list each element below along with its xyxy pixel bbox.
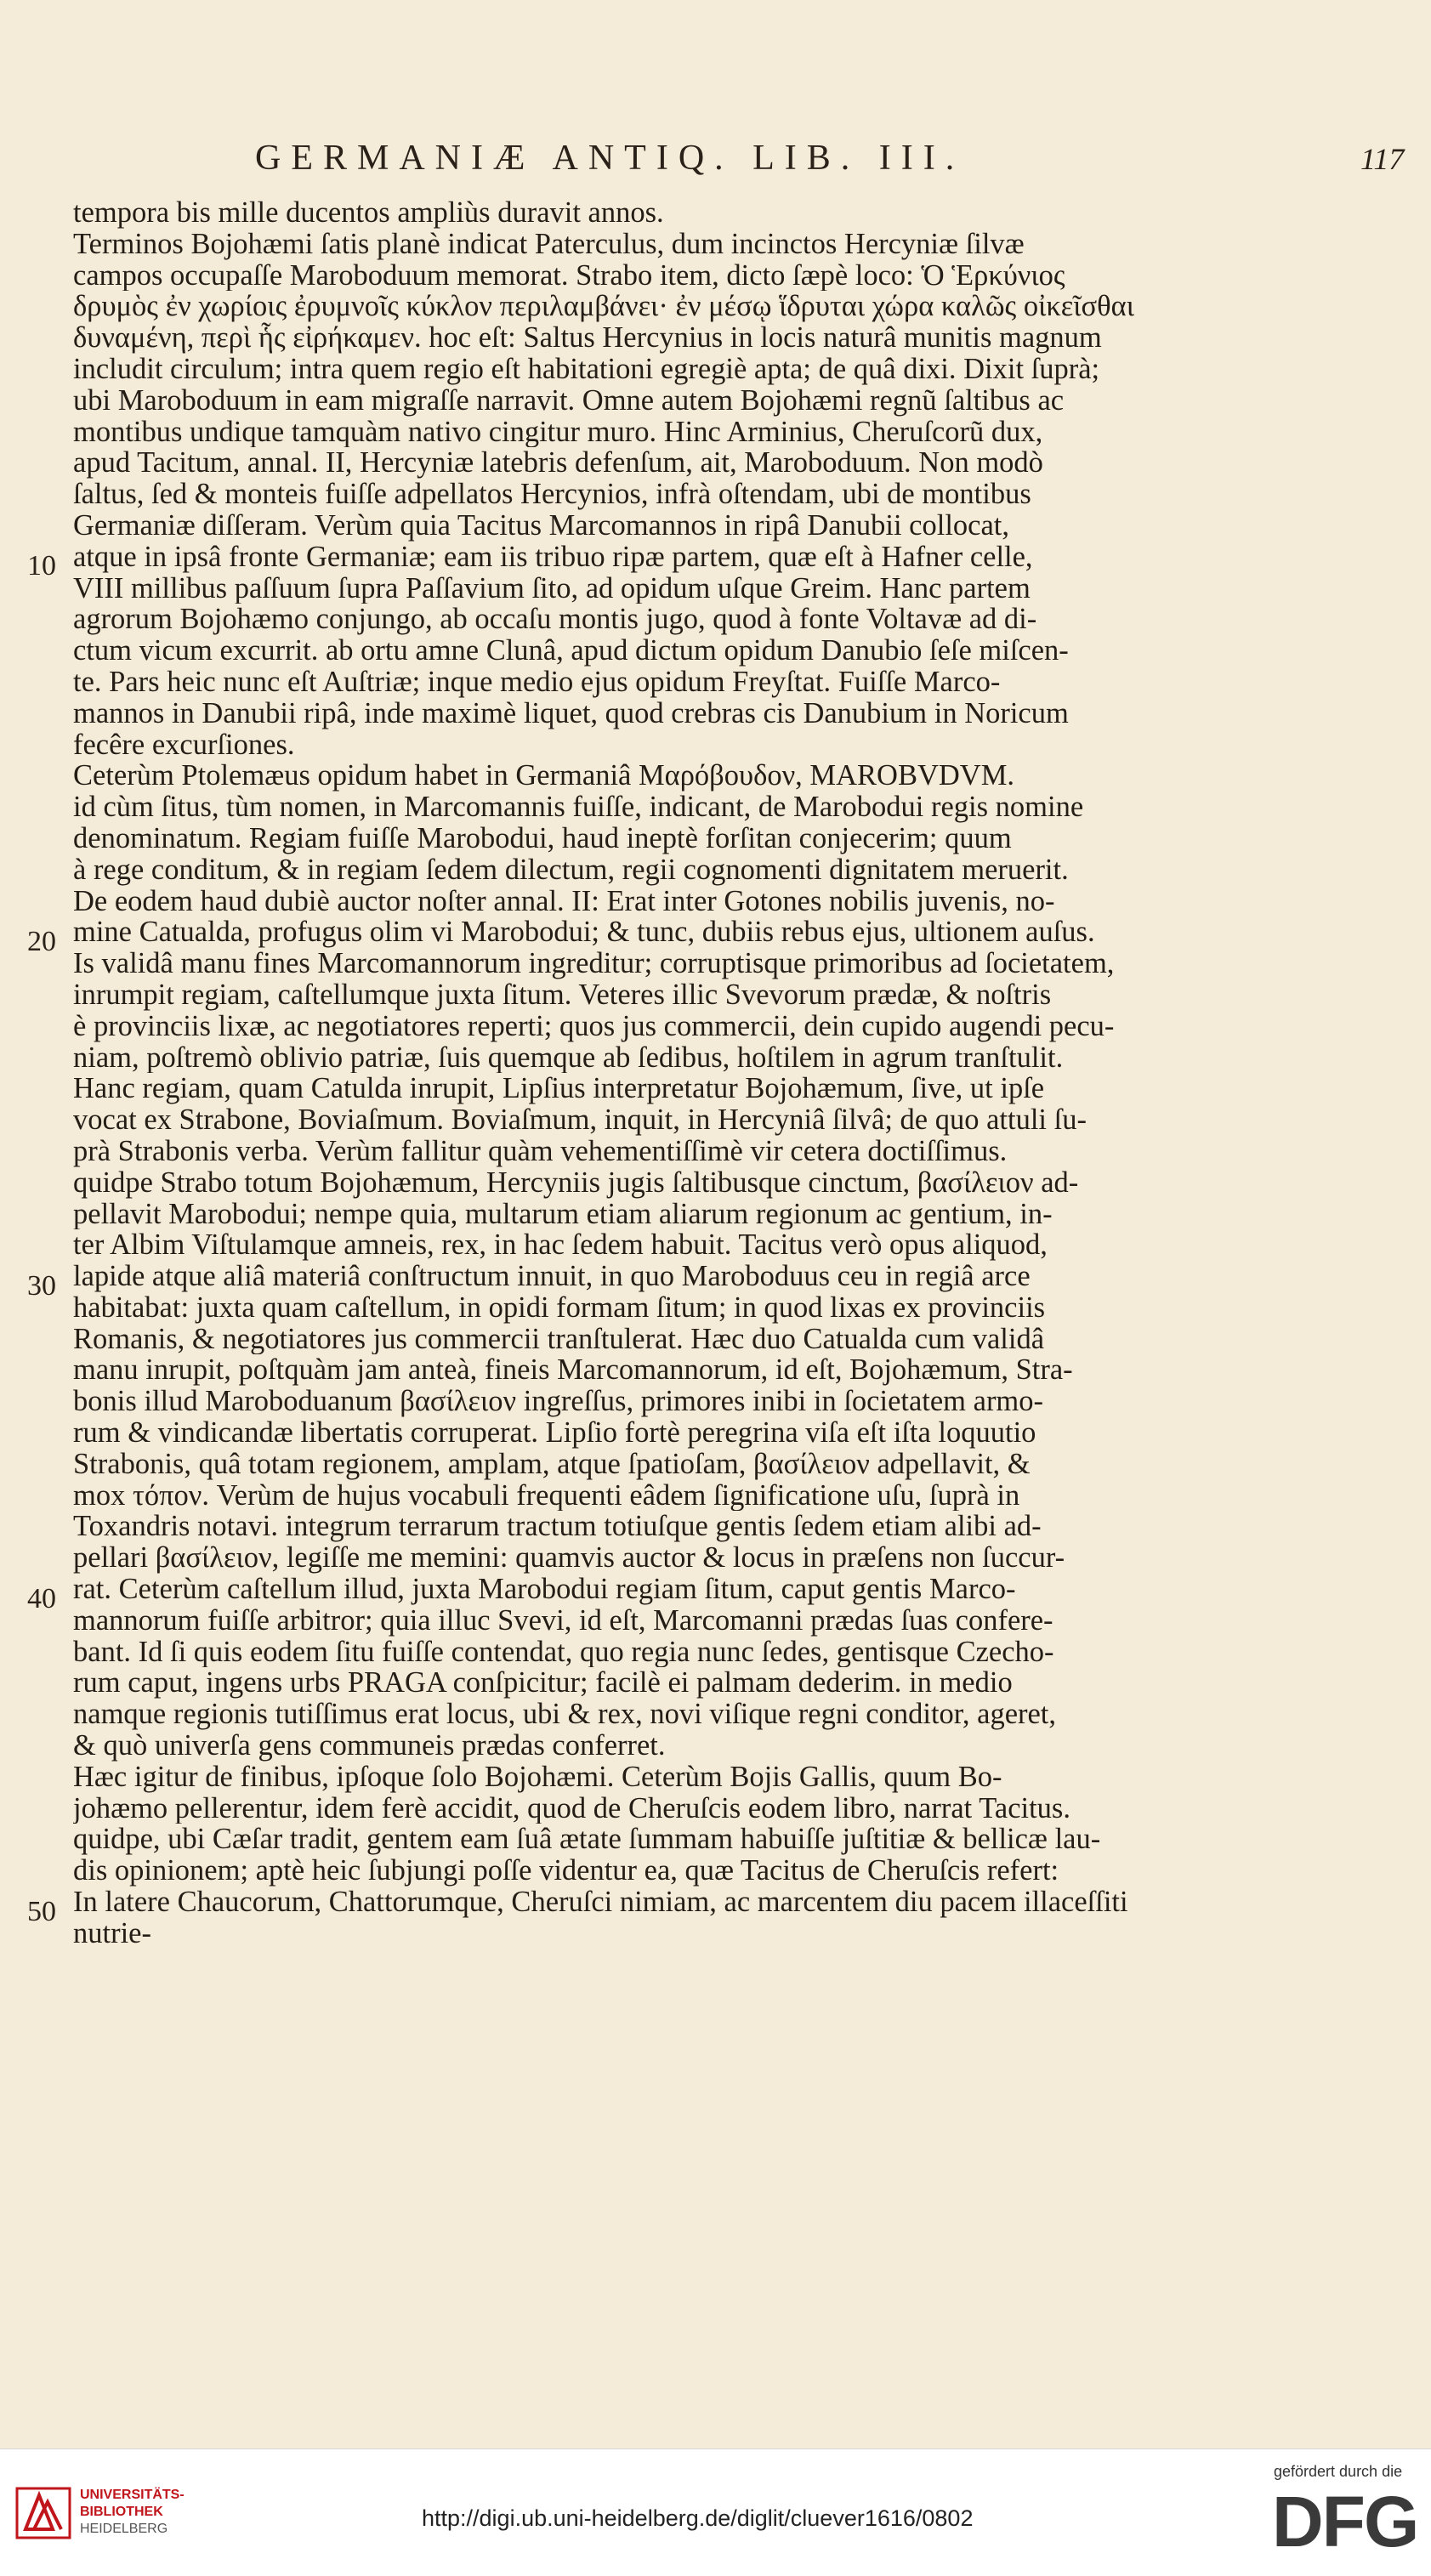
text-line: Terminos Bojohæmi ſatis planè indicat Paterculus, dum incinctos Hercyniæ ſilvæ	[73, 228, 1025, 260]
text-line: Romanis, & negotiatores jus commercii tranſtulerat. Hæc duo Catualda cum validâ	[73, 1323, 1045, 1355]
text-line: tempora bis mille ducentos ampliùs duravit annos.	[73, 197, 664, 229]
text-line: denominatum. Regiam fuiſſe Marobodui, haud ineptè forſitan conjecerim; quum	[73, 822, 1012, 854]
text-line: includit circulum; intra quem regio eſt habitationi egregiè apta; de quâ dixi. Dixit ſuprà;	[73, 353, 1100, 385]
text-line: fecêre excurſiones.	[73, 729, 295, 761]
text-line: id cùm ſitus, tùm nomen, in Marcomannis fuiſſe, indicant, de Marobodui regis nomine	[73, 792, 1084, 823]
margin-line-number: 10	[27, 550, 56, 582]
text-line: rum & vindicandæ libertatis corruperat. Lipſio fortè peregrina viſa eſt iſta loquutio	[73, 1417, 1036, 1449]
text-line: campos occupaſſe Maroboduum memorat. Strabo item, dicto ſæpè loco: Ὁ Ἑρκύνιος	[73, 259, 1065, 292]
text-line: ctum vicum excurrit. ab ortu amne Clunâ, apud dictum opidum Danubio ſeſe miſcen-	[73, 635, 1069, 667]
text-line: Ceterùm Ptolemæus opidum habet in Germaniâ Μαρόβουδον, MAROBVDVM.	[73, 760, 1014, 792]
text-line: rum caput, ingens urbs PRAGA conſpicitur; facilè ei palmam dederim. in medio	[73, 1667, 1013, 1699]
text-line: Strabonis, quâ totam regionem, amplam, atque ſpatioſam, βασίλειον adpellavit, &	[73, 1448, 1031, 1480]
text-line: δυναμένη, περὶ ἧς εἰρήκαμεν. hoc eſt: Saltus Hercynius in locis naturâ munitis magnum	[73, 322, 1102, 354]
library-name-line: UNIVERSITÄTS-	[80, 2488, 185, 2502]
text-line: mox τόπον. Verùm de hujus vocabuli frequenti eâdem ſignificatione uſu, ſuprà in	[73, 1479, 1020, 1512]
running-head: GERMANIÆ ANTIQ. LIB. III.	[255, 139, 965, 178]
library-name-line: HEIDELBERG	[80, 2522, 168, 2536]
text-line: habitabat: juxta quam caſtellum, in opidi formam ſitum; in quod lixas ex provinciis	[73, 1291, 1046, 1324]
text-line: prà Strabonis verba. Verùm fallitur quàm vehementiſſimè vir cetera doctiſſimus.	[73, 1135, 1008, 1167]
funded-by-label: gefördert durch die	[1274, 2463, 1403, 2480]
text-line: lapide atque aliâ materiâ conſtructum innuit, in quo Maroboduus ceu in regiâ arce	[73, 1261, 1031, 1292]
viewer-footer	[0, 2448, 1431, 2576]
text-line: In latere Chaucorum, Chattorumque, Cheruſci nimiam, ac marcentem diu pacem illaceſſiti	[73, 1887, 1128, 1918]
text-line: Is validâ manu fines Marcomannorum ingreditur; corruptisque primoribus ad ſocietatem,	[73, 948, 1115, 979]
text-line: è provinciis lixæ, ac negotiatores reperti; quos jus commercii, dein cupido augendi pecu-	[73, 1010, 1115, 1042]
text-line: te. Pars heic nunc eſt Auſtriæ; inque medio ejus opidum Freyſtat. Fuiſſe Marco-	[73, 666, 1001, 698]
text-line: niam, poſtremò oblivio patriæ, ſuis quemque ab ſedibus, hoſtilem in agrum tranſtulit.	[73, 1041, 1064, 1074]
text-line: Germaniæ diſſeram. Verùm quia Tacitus Marcomannos in ripâ Danubii collocat,	[73, 509, 1009, 542]
text-line: apud Tacitum, annal. II, Hercyniæ latebris defenſum, ait, Maroboduum. Non modò	[73, 447, 1043, 479]
text-line: mannorum fuiſſe arbitror; quia illuc Svevi, id eſt, Marcomanni prædas ſuas confere-	[73, 1604, 1053, 1637]
body-text	[73, 197, 1366, 1949]
text-line: ſaltus, ſed & monteis fuiſſe adpellatos Hercynios, infrà oſtendam, ubi de montibus	[73, 479, 1031, 510]
text-line: & quò univerſa gens communeis prædas conferret.	[73, 1730, 666, 1762]
text-line: Hæc igitur de finibus, ipſoque ſolo Bojohæmi. Ceterùm Bojis Gallis, quum Bo-	[73, 1761, 1002, 1793]
margin-line-number: 40	[27, 1583, 56, 1614]
text-line: montibus undique tamquàm nativo cingitur muro. Hinc Arminius, Cheruſcorũ dux,	[73, 416, 1043, 448]
page-number: 117	[1360, 142, 1405, 176]
dfg-logo: DFG	[1272, 2482, 1418, 2562]
text-line: pellari βασίλειον, legiſſe me memini: quamvis auctor & locus in præſens non ſuccur-	[73, 1542, 1065, 1575]
text-line: pellavit Marobodui; nempe quia, multarum etiam aliarum regionum ac gentium, in-	[73, 1198, 1053, 1230]
text-line: ubi Maroboduum in eam migraſſe narravit. Omne autem Bojohæmi regnũ ſaltibus ac	[73, 384, 1065, 417]
text-line: bonis illud Maroboduanum βασίλειον ingreſſus, primores inibi in ſocietatem armo-	[73, 1386, 1044, 1418]
university-library-logo-icon	[14, 2483, 73, 2543]
text-line: quidpe Strabo totum Bojohæmum, Hercyniis jugis ſaltibusque cinctum, βασίλειον ad-	[73, 1166, 1079, 1199]
text-line: quidpe, ubi Cæſar tradit, gentem eam ſuâ ætate ſummam habuiſſe juſtitiæ & bellicæ lau-	[73, 1824, 1101, 1856]
text-line: De eodem haud dubiè auctor noſter annal. II: Erat inter Gotones nobilis juvenis, no-	[73, 885, 1055, 917]
text-line: mine Catualda, profugus olim vi Marobodui; & tunc, dubiis rebus ejus, ultionem auſus.	[73, 916, 1095, 949]
library-name	[80, 2487, 185, 2538]
text-line: johæmo pellerentur, idem ferè accidit, quod de Cheruſcis eodem libro, narrat Tacitus.	[73, 1792, 1070, 1824]
text-line: atque in ipsâ fronte Germaniæ; eam iis tribuo ripæ partem, quæ eſt à Hafner celle,	[73, 541, 1033, 573]
text-line: ter Albim Viſtulamque amneis, rex, in hac ſedem habuit. Tacitus verò opus aliquod,	[73, 1229, 1048, 1262]
text-line: dis opinionem; aptè heic ſubjungi poſſe videntur ea, quæ Tacitus de Cheruſcis refert:	[73, 1855, 1059, 1887]
text-line: bant. Id ſi quis eodem ſitu fuiſſe contendat, quo regia nunc ſedes, gentisque Czecho-	[73, 1636, 1054, 1668]
permalink-url[interactable]: http://digi.ub.uni-heidelberg.de/diglit/cluever1616/0802	[422, 2505, 974, 2531]
text-line: Hanc regiam, quam Catulda inrupit, Lipſius interpretatur Bojohæmum, ſive, ut ipſe	[73, 1073, 1045, 1105]
margin-line-number: 50	[27, 1896, 56, 1927]
text-line: rat. Ceterùm caſtellum illud, juxta Marobodui regiam ſitum, caput gentis Marco-	[73, 1574, 1016, 1605]
text-line: inrumpit regiam, caſtellumque juxta ſitum. Veteres illic Svevorum prædæ, & noſtris	[73, 979, 1052, 1011]
margin-line-number: 20	[27, 926, 56, 957]
text-line: namque regionis tutiſſimus erat locus, ubi & rex, novi viſique regni conditor, ageret,	[73, 1699, 1057, 1731]
text-line: vocat ex Strabone, Boviaſmum. Boviaſmum, inquit, in Hercyniâ ſilvâ; de quo attuli ſu-	[73, 1104, 1087, 1136]
margin-line-number: 30	[27, 1270, 56, 1302]
text-line: mannos in Danubii ripâ, inde maximè liquet, quod crebras cis Danubium in Noricum	[73, 697, 1069, 729]
text-line: VIII millibus paſſuum ſupra Paſſavium ſito, ad opidum uſque Greim. Hanc partem	[73, 572, 1031, 604]
text-line: Toxandris notavi. integrum terrarum tractum totiuſque gentis ſedem etiam alibi ad-	[73, 1511, 1042, 1543]
text-line: manu inrupit, poſtquàm jam anteà, fineis Marcomannorum, id eſt, Bojohæmum, Stra-	[73, 1354, 1073, 1387]
library-name-line: BIBLIOTHEK	[80, 2505, 163, 2519]
text-line: agrorum Bojohæmo conjungo, ab occaſu montis jugo, quod à fonte Voltavæ ad di-	[73, 604, 1037, 636]
text-line: à rege conditum, & in regiam ſedem dilectum, regii cognomenti dignitatem meruerit.	[73, 854, 1069, 886]
text-line: nutrie-	[73, 1917, 151, 1949]
text-line: δρυμὸς ἐν χωρίοις ἐρυμνοῖς κύκλον περιλαμβάνει· ἐν μέσῳ ἵδρυται χώρα καλῶς οἰκεῖσθαι	[73, 291, 1134, 323]
